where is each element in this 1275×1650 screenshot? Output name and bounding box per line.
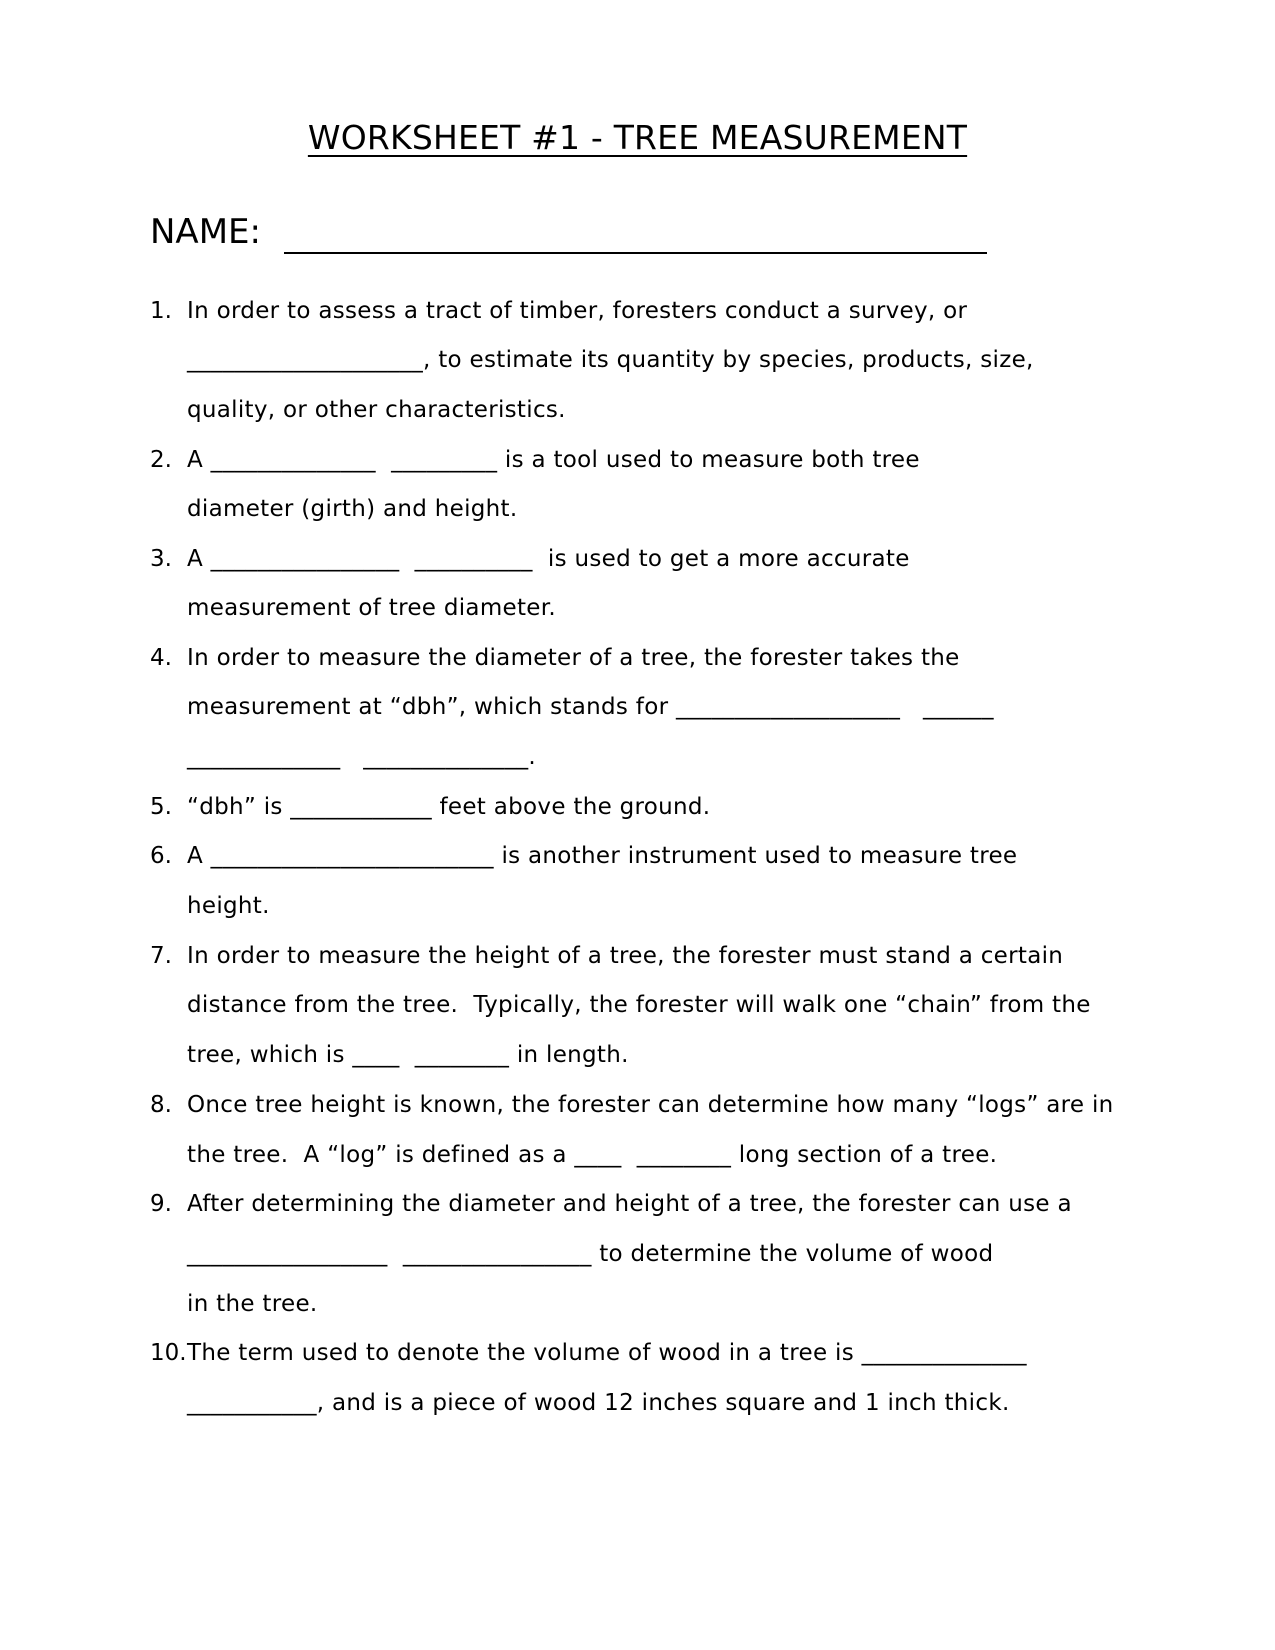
question-number: 2. xyxy=(150,447,172,473)
name-blank-line[interactable] xyxy=(284,252,987,254)
question-1-line-3: quality, or other characteristics. xyxy=(187,397,566,423)
question-7-line-3: tree, which is ____ ________ in length. xyxy=(187,1042,629,1068)
question-9-line-2: _________________ ________________ to determine the volume of wood xyxy=(187,1241,994,1267)
question-4-line-2: measurement at “dbh”, which stands for ___________________ ______ xyxy=(187,694,994,720)
question-1-line-2: ____________________, to estimate its quantity by species, products, size, xyxy=(187,347,1034,373)
question-9-line-1: After determining the diameter and height of a tree, the forester can use a xyxy=(187,1191,1072,1217)
question-6-line-1: A ________________________ is another instrument used to measure tree xyxy=(187,843,1018,869)
question-3-line-1: A ________________ __________ is used to get a more accurate xyxy=(187,546,910,572)
question-8-line-1: Once tree height is known, the forester can determine how many “logs” are in xyxy=(187,1092,1114,1118)
question-4-line-3: _____________ ______________. xyxy=(187,744,537,770)
question-7-line-1: In order to measure the height of a tree, the forester must stand a certain xyxy=(187,943,1064,969)
question-number: 5. xyxy=(150,794,172,820)
question-1-line-1: In order to assess a tract of timber, foresters conduct a survey, or xyxy=(187,298,968,324)
worksheet-title xyxy=(0,118,1275,157)
question-5-line-1: “dbh” is ____________ feet above the ground. xyxy=(187,794,711,820)
question-7-line-2: distance from the tree. Typically, the forester will walk one “chain” from the xyxy=(187,992,1091,1018)
question-4-line-1: In order to measure the diameter of a tree, the forester takes the xyxy=(187,645,960,671)
question-3-line-2: measurement of tree diameter. xyxy=(187,595,556,621)
question-2-line-1: A ______________ _________ is a tool used to measure both tree xyxy=(187,447,920,473)
question-number: 4. xyxy=(150,645,172,671)
question-number: 6. xyxy=(150,843,172,869)
question-6-line-2: height. xyxy=(187,893,270,919)
name-label: NAME: xyxy=(150,212,261,252)
question-number: 10. xyxy=(150,1340,187,1366)
question-number: 8. xyxy=(150,1092,172,1118)
question-9-line-3: in the tree. xyxy=(187,1291,318,1317)
question-10-line-2: ___________, and is a piece of wood 12 inches square and 1 inch thick. xyxy=(187,1390,1010,1416)
question-8-line-2: the tree. A “log” is defined as a ____ ________ long section of a tree. xyxy=(187,1142,998,1168)
question-number: 1. xyxy=(150,298,172,324)
question-number: 9. xyxy=(150,1191,172,1217)
question-number: 7. xyxy=(150,943,172,969)
question-10-line-1: The term used to denote the volume of wood in a tree is ______________ xyxy=(187,1340,1027,1366)
question-2-line-2: diameter (girth) and height. xyxy=(187,496,518,522)
worksheet-title-text: WORKSHEET #1 - TREE MEASUREMENT xyxy=(307,118,968,157)
question-number: 3. xyxy=(150,546,172,572)
